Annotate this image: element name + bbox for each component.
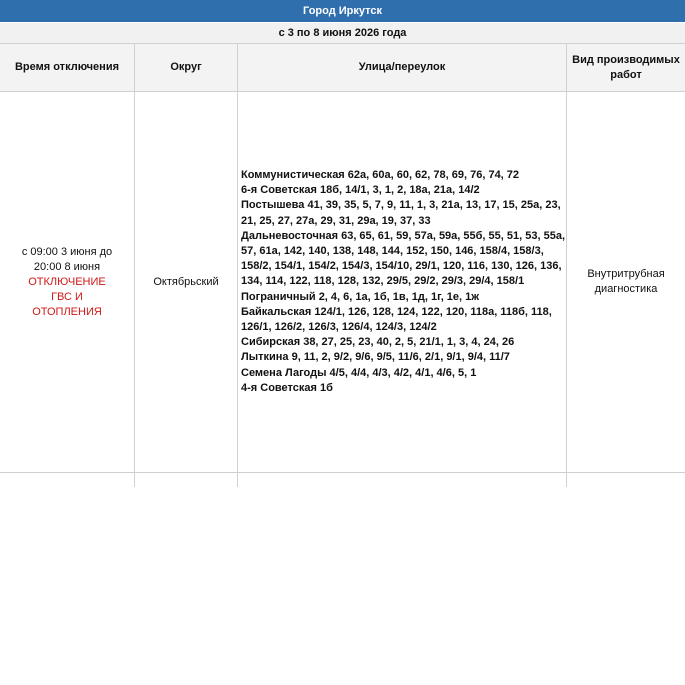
street-item: Постышева 41, 39, 35, 5, 7, 9, 11, 1, 3, 21а, 13, 17, 15, 25а, 23, 21, 25, 27, 27а, 29, 31, 29а, 19, 37, 33 xyxy=(241,199,561,227)
outage-warning: ОТКЛЮЧЕНИЕ ГВС И ОТОПЛЕНИЯ xyxy=(28,275,106,318)
street-item: Дальневосточная 63, 65, 61, 59, 57а, 59а, 55б, 55, 51, 53, 55а, 57, 61а, 142, 140, 138, 148, 144, 152, 150, 146, 158/4, 158/3, 158/2, 154/1, 154/2, 154/3, 154/10, 29/1, 120, 116, 130, 126, 136, 134, 114, 122, 118, 128, 132, 29/5, 29/2, 29/3, 29/4, 158/1 xyxy=(241,229,566,288)
street-item: Байкальская 124/1, 126, 128, 124, 122, 120, 118а, 118б, 118, 126/1, 126/2, 126/3, 126/4, 124/3, 124/2 xyxy=(241,305,552,333)
street-item: 6-я Советская 18б, 14/1, 3, 1, 2, 18а, 21а, 14/2 xyxy=(241,184,480,197)
street-item: Лыткина 9, 11, 2, 9/2, 9/6, 9/5, 11/6, 2/1, 9/1, 9/4, 11/7 xyxy=(241,351,510,364)
cell-works xyxy=(567,92,685,472)
street-item: Коммунистическая 62а, 60а, 60, 62, 78, 69, 76, 74, 72 xyxy=(241,168,520,181)
street-item: 4-я Советская 1б xyxy=(241,381,333,394)
column-header-district: Округ xyxy=(135,44,237,91)
outage-table xyxy=(0,44,685,487)
period-subtitle: с 3 по 8 июня 2026 года xyxy=(0,23,685,44)
column-header-works: Вид производимых работ xyxy=(567,44,685,91)
works-type: Внутритрубная диагностика xyxy=(587,268,665,295)
street-item: Семена Лагоды 4/5, 4/4, 4/3, 4/2, 4/1, 4/6, 5, 1 xyxy=(241,366,477,379)
street-list xyxy=(241,168,566,396)
street-item: Пограничный 2, 4, 6, 1а, 1б, 1в, 1д, 1г, 1е, 1ж xyxy=(241,290,480,303)
cell-district xyxy=(135,92,237,472)
outage-time: с 09:00 3 июня до 20:00 8 июня xyxy=(21,245,113,273)
district-name: Октябрьский xyxy=(153,276,219,288)
row-divider xyxy=(0,472,685,473)
cell-streets xyxy=(238,92,566,472)
column-header-street: Улица/переулок xyxy=(238,44,566,91)
cell-time xyxy=(0,92,134,472)
street-item: Сибирская 38, 27, 25, 23, 40, 2, 5, 21/1, 1, 3, 4, 24, 26 xyxy=(241,336,515,349)
column-header-time: Время отключения xyxy=(0,44,134,91)
city-title: Город Иркутск xyxy=(0,0,685,23)
